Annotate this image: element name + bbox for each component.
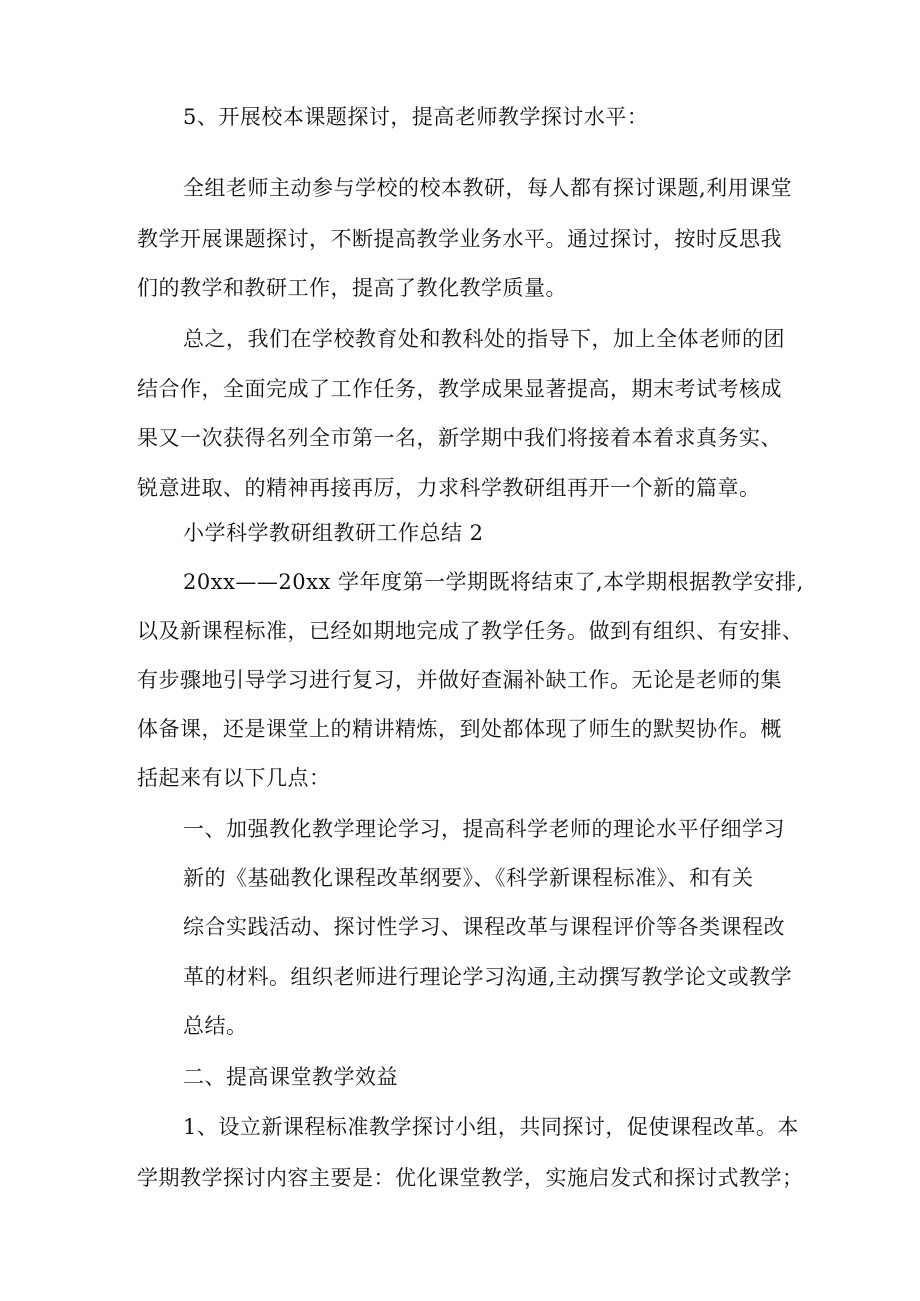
paragraph-line: 学期教学探讨内容主要是：优化课堂教学，实施启发式和探讨式教学； [137,1166,804,1190]
paragraph-line: 教学开展课题探讨，不断提高教学业务水平。通过探讨，按时反思我 [137,227,782,251]
paragraph-line: 有步骤地引导学习进行复习，并做好查漏补缺工作。无论是老师的集 [137,668,782,692]
point-one-line: 综合实践活动、探讨性学习、课程改革与课程评价等各类课程改 [183,915,785,939]
summary-line: 总之，我们在学校教育处和教科处的指导下，加上全体老师的团 [183,327,785,351]
summary-line: 结合作，全面完成了工作任务，教学成果显著提高，期末考试考核成 [137,377,782,401]
paragraph-line: 体备课，还是课堂上的精讲精炼，到处都体现了师生的默契协作。概 [137,717,782,741]
point-one-line: 新的《基础教化课程改革纲要》、《科学新课程标准》、和有关 [183,866,754,890]
paragraph-line: 们的教学和教研工作，提高了教化教学质量。 [137,276,567,300]
paragraph-line: 以及新课程标准，已经如期地完成了教学任务。做到有组织、有安排、 [137,619,804,643]
point-one-line: 总结。 [183,1014,248,1038]
paragraph-line: 20xx——20xx 学年度第一学期既将结束了,本学期根据教学安排, [183,570,804,594]
item-5-heading: 5、开展校本课题探讨，提高老师教学探讨水平： [183,105,649,129]
paragraph-line: 括起来有以下几点： [137,766,331,790]
point-one-line: 一、加强教化教学理论学习，提高科学老师的理论水平仔细学习 [183,817,785,841]
section-title: 小学科学教研组教研工作总结 2 [183,521,484,545]
point-one-line: 革的材料。组织老师进行理论学习沟通,主动撰写教学论文或教学 [183,965,793,989]
paragraph-line: 1、设立新课程标准教学探讨小组，共同探讨，促使课程改革。本 [183,1115,799,1139]
summary-line: 锐意进取、的精神再接再厉，力求科学教研组再开一个新的篇章。 [137,476,761,500]
summary-line: 果又一次获得名列全市第一名，新学期中我们将接着本着求真务实、 [137,426,782,450]
point-two-heading: 二、提高课堂教学效益 [183,1065,398,1089]
paragraph-line: 全组老师主动参与学校的校本教研，每人都有探讨课题,利用课堂 [183,176,793,200]
